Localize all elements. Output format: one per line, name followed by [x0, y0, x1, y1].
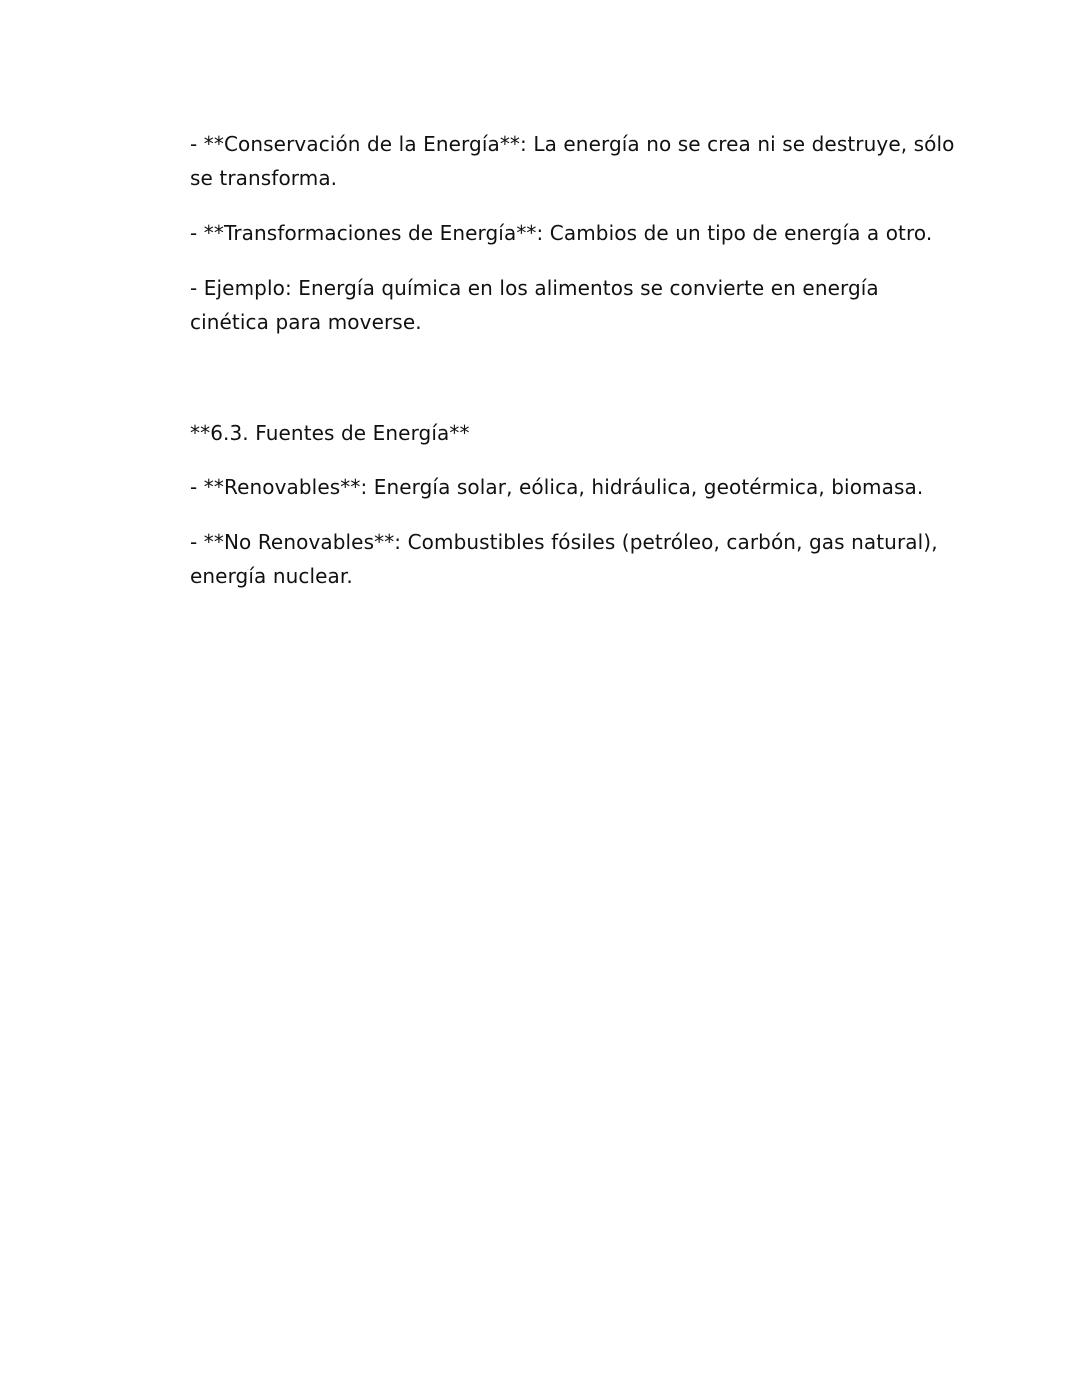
paragraph-no-renovables: - **No Renovables**: Combustibles fósiles (petróleo, carbón, gas natural), energía nuclear.: [190, 530, 938, 588]
paragraph-transformaciones: - **Transformaciones de Energía**: Cambios de un tipo de energía a otro.: [190, 221, 933, 245]
paragraph-ejemplo: - Ejemplo: Energía química en los alimentos se convierte en energía cinética para moverse.: [190, 276, 879, 334]
paragraph-renovables: - **Renovables**: Energía solar, eólica, hidráulica, geotérmica, biomasa.: [190, 475, 924, 499]
section-heading-fuentes: **6.3. Fuentes de Energía**: [190, 421, 470, 445]
paragraph-conservacion: - **Conservación de la Energía**: La energía no se crea ni se destruye, sólo se transforma.: [190, 132, 955, 190]
